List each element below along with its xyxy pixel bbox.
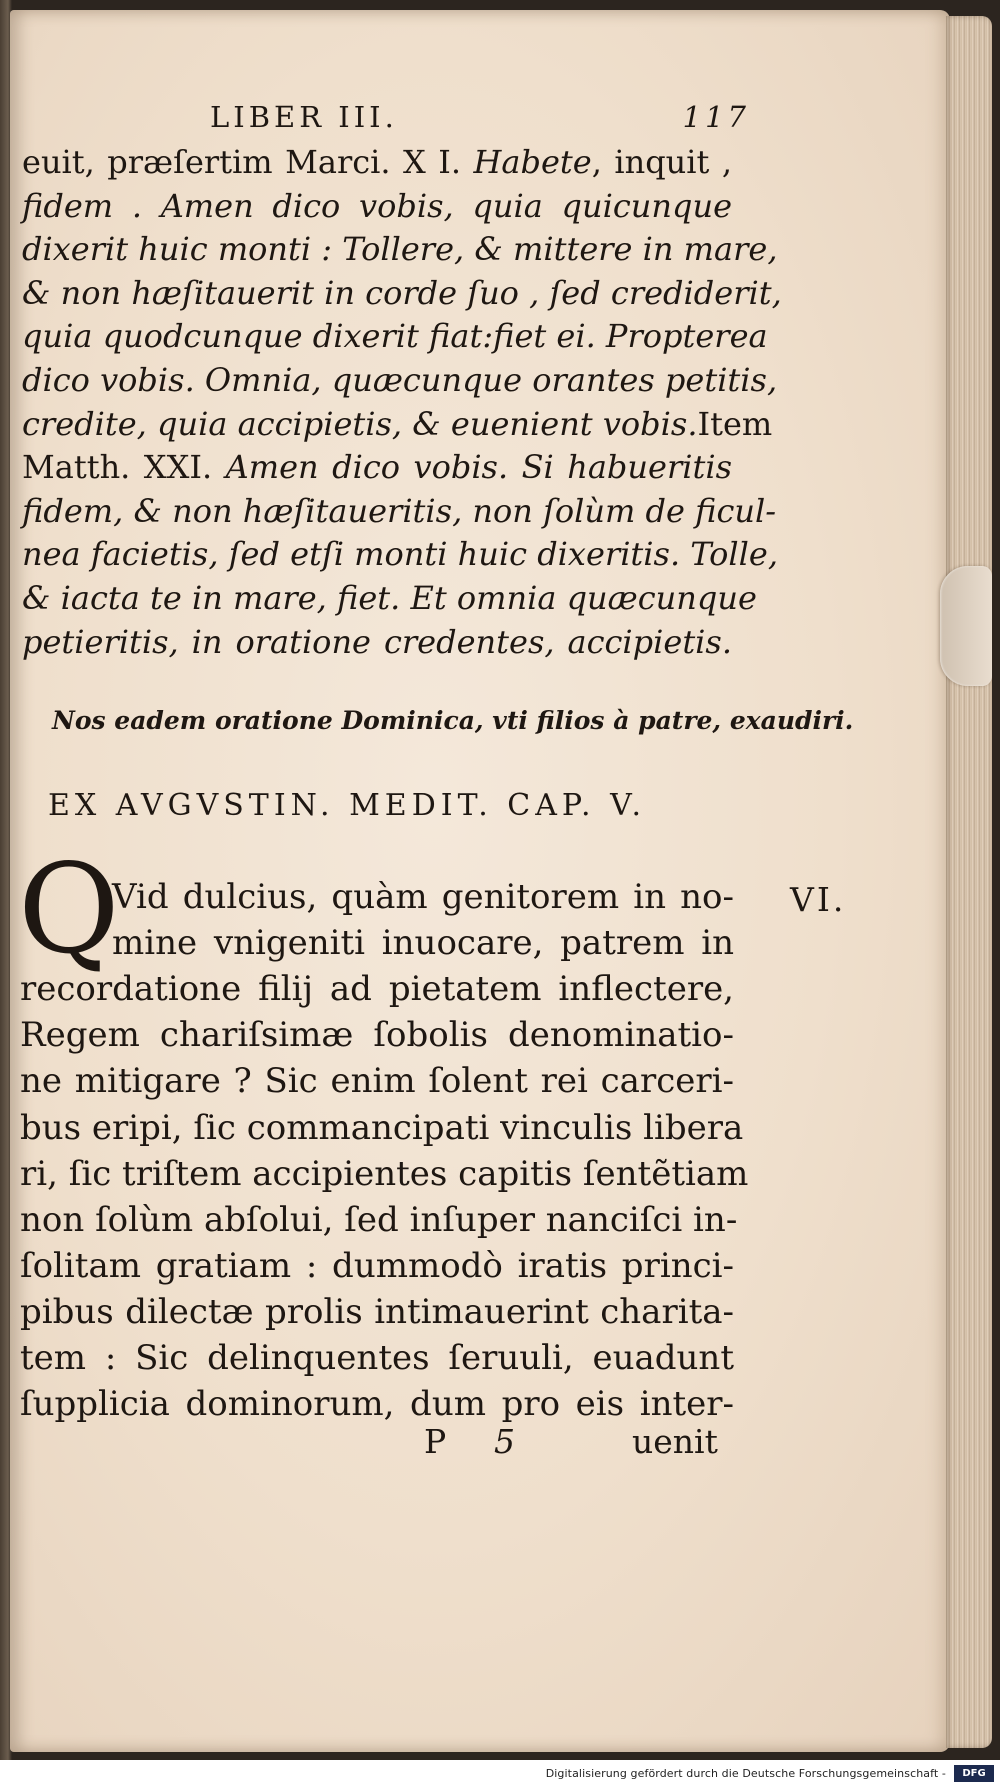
passage-line-italic-text: Habete: [473, 143, 592, 181]
main-line: Regem chariſsimæ ſobolis denominatio-: [20, 1015, 734, 1056]
main-line: non ſolùm abſolui, ſed inſuper nanciſci in-: [20, 1199, 738, 1240]
passage-line-italic-text: petieritis, in oratione credentes, accipietis.: [22, 622, 732, 661]
passage-line-italic-text: dico vobis. Omnia, quæcunque orantes petitis,: [22, 361, 778, 399]
passage-line: [22, 184, 732, 228]
main-line: ri, ſic triſtem accipientes capitis ſentẽtiam: [20, 1153, 749, 1194]
main-line: pibus dilectæ prolis intimauerint charita-: [20, 1291, 734, 1332]
main-line: Vid dulcius, quàm genitorem in no-: [112, 877, 734, 917]
section-heading: EX AVGVSTIN. MEDIT. CAP. V.: [48, 788, 647, 823]
main-line: ne mitigare ? Sic enim ſolent rei carceri-: [20, 1061, 734, 1102]
page-number: 117: [682, 100, 750, 134]
section-caption: Nos eadem oratione Dominica, vti filios à patre, exaudiri.: [52, 706, 854, 735]
passage-line: [22, 576, 757, 620]
passage-line: [22, 227, 778, 271]
passage-line: [22, 271, 782, 315]
main-line: ſolitam gratiam : dummodò iratis princi-: [20, 1245, 734, 1286]
passage-line-italic-text: & non hæſitauerit in corde ſuo , ſed crediderit,: [22, 273, 782, 312]
passage-line-roman-text: Matth. XXI.: [22, 448, 226, 487]
dfg-logo: DFG: [954, 1765, 994, 1782]
main-line: recordatione filij ad pietatem inflectere,: [20, 969, 734, 1010]
passage-line: [22, 140, 732, 184]
passage-line-after-text: Item: [697, 404, 773, 443]
passage-line-italic-text: fidem . Amen dico vobis, quia quicunque: [22, 186, 732, 225]
main-line: tem : Sic delinquentes ſeruuli, euadunt: [20, 1338, 734, 1378]
passage-line: [22, 620, 732, 664]
passage-line-italic-text: Amen dico vobis. Si habueritis: [225, 448, 733, 487]
main-line: bus eripi, ſic commancipati vinculis libera: [20, 1107, 744, 1148]
passage-line-italic-text: fidem, & non hæſitaueritis, non ſolùm de ficul-: [22, 491, 777, 530]
passage-line: [22, 358, 778, 402]
footer-credit: Digitalisierung gefördert durch die Deutsche Forschungsgemeinschaft -: [545, 1767, 946, 1780]
passage-line-after-text: , inquit ,: [591, 143, 732, 181]
passage-line-italic-text: credite, quia accipietis, & euenient vobis.: [22, 404, 698, 443]
signature-number: 5: [494, 1422, 515, 1461]
passage-line: [22, 402, 773, 446]
drop-cap-initial: Q: [18, 838, 120, 982]
passage-line: [22, 314, 768, 358]
main-line: ſupplicia dominorum, dum pro eis inter-: [20, 1384, 734, 1425]
running-header: [210, 100, 750, 140]
passage-line-roman-text: euit, præſertim Marci. X I.: [22, 143, 474, 181]
signature-mark: P: [424, 1422, 447, 1461]
header-title: LIBER III.: [210, 100, 398, 134]
passage-line-italic-text: nea facietis, ſed etſi monti huic dixeritis. Tolle,: [22, 535, 778, 574]
passage-line: [22, 489, 777, 533]
catchword: uenit: [632, 1422, 718, 1461]
passage-line-italic-text: quia quodcunque dixerit fiat:fiet ei. Propterea: [22, 317, 768, 356]
main-line: mine vnigeniti inuocare, patrem in: [112, 923, 734, 964]
passage-line: [22, 532, 778, 576]
passage-line: [22, 445, 732, 489]
margin-note: VI.: [790, 880, 847, 919]
passage-line-italic-text: dixerit huic monti : Tollere, & mittere in mare,: [22, 230, 778, 269]
passage-line-italic-text: & iacta te in mare, fiet. Et omnia quæcunque: [22, 579, 757, 617]
